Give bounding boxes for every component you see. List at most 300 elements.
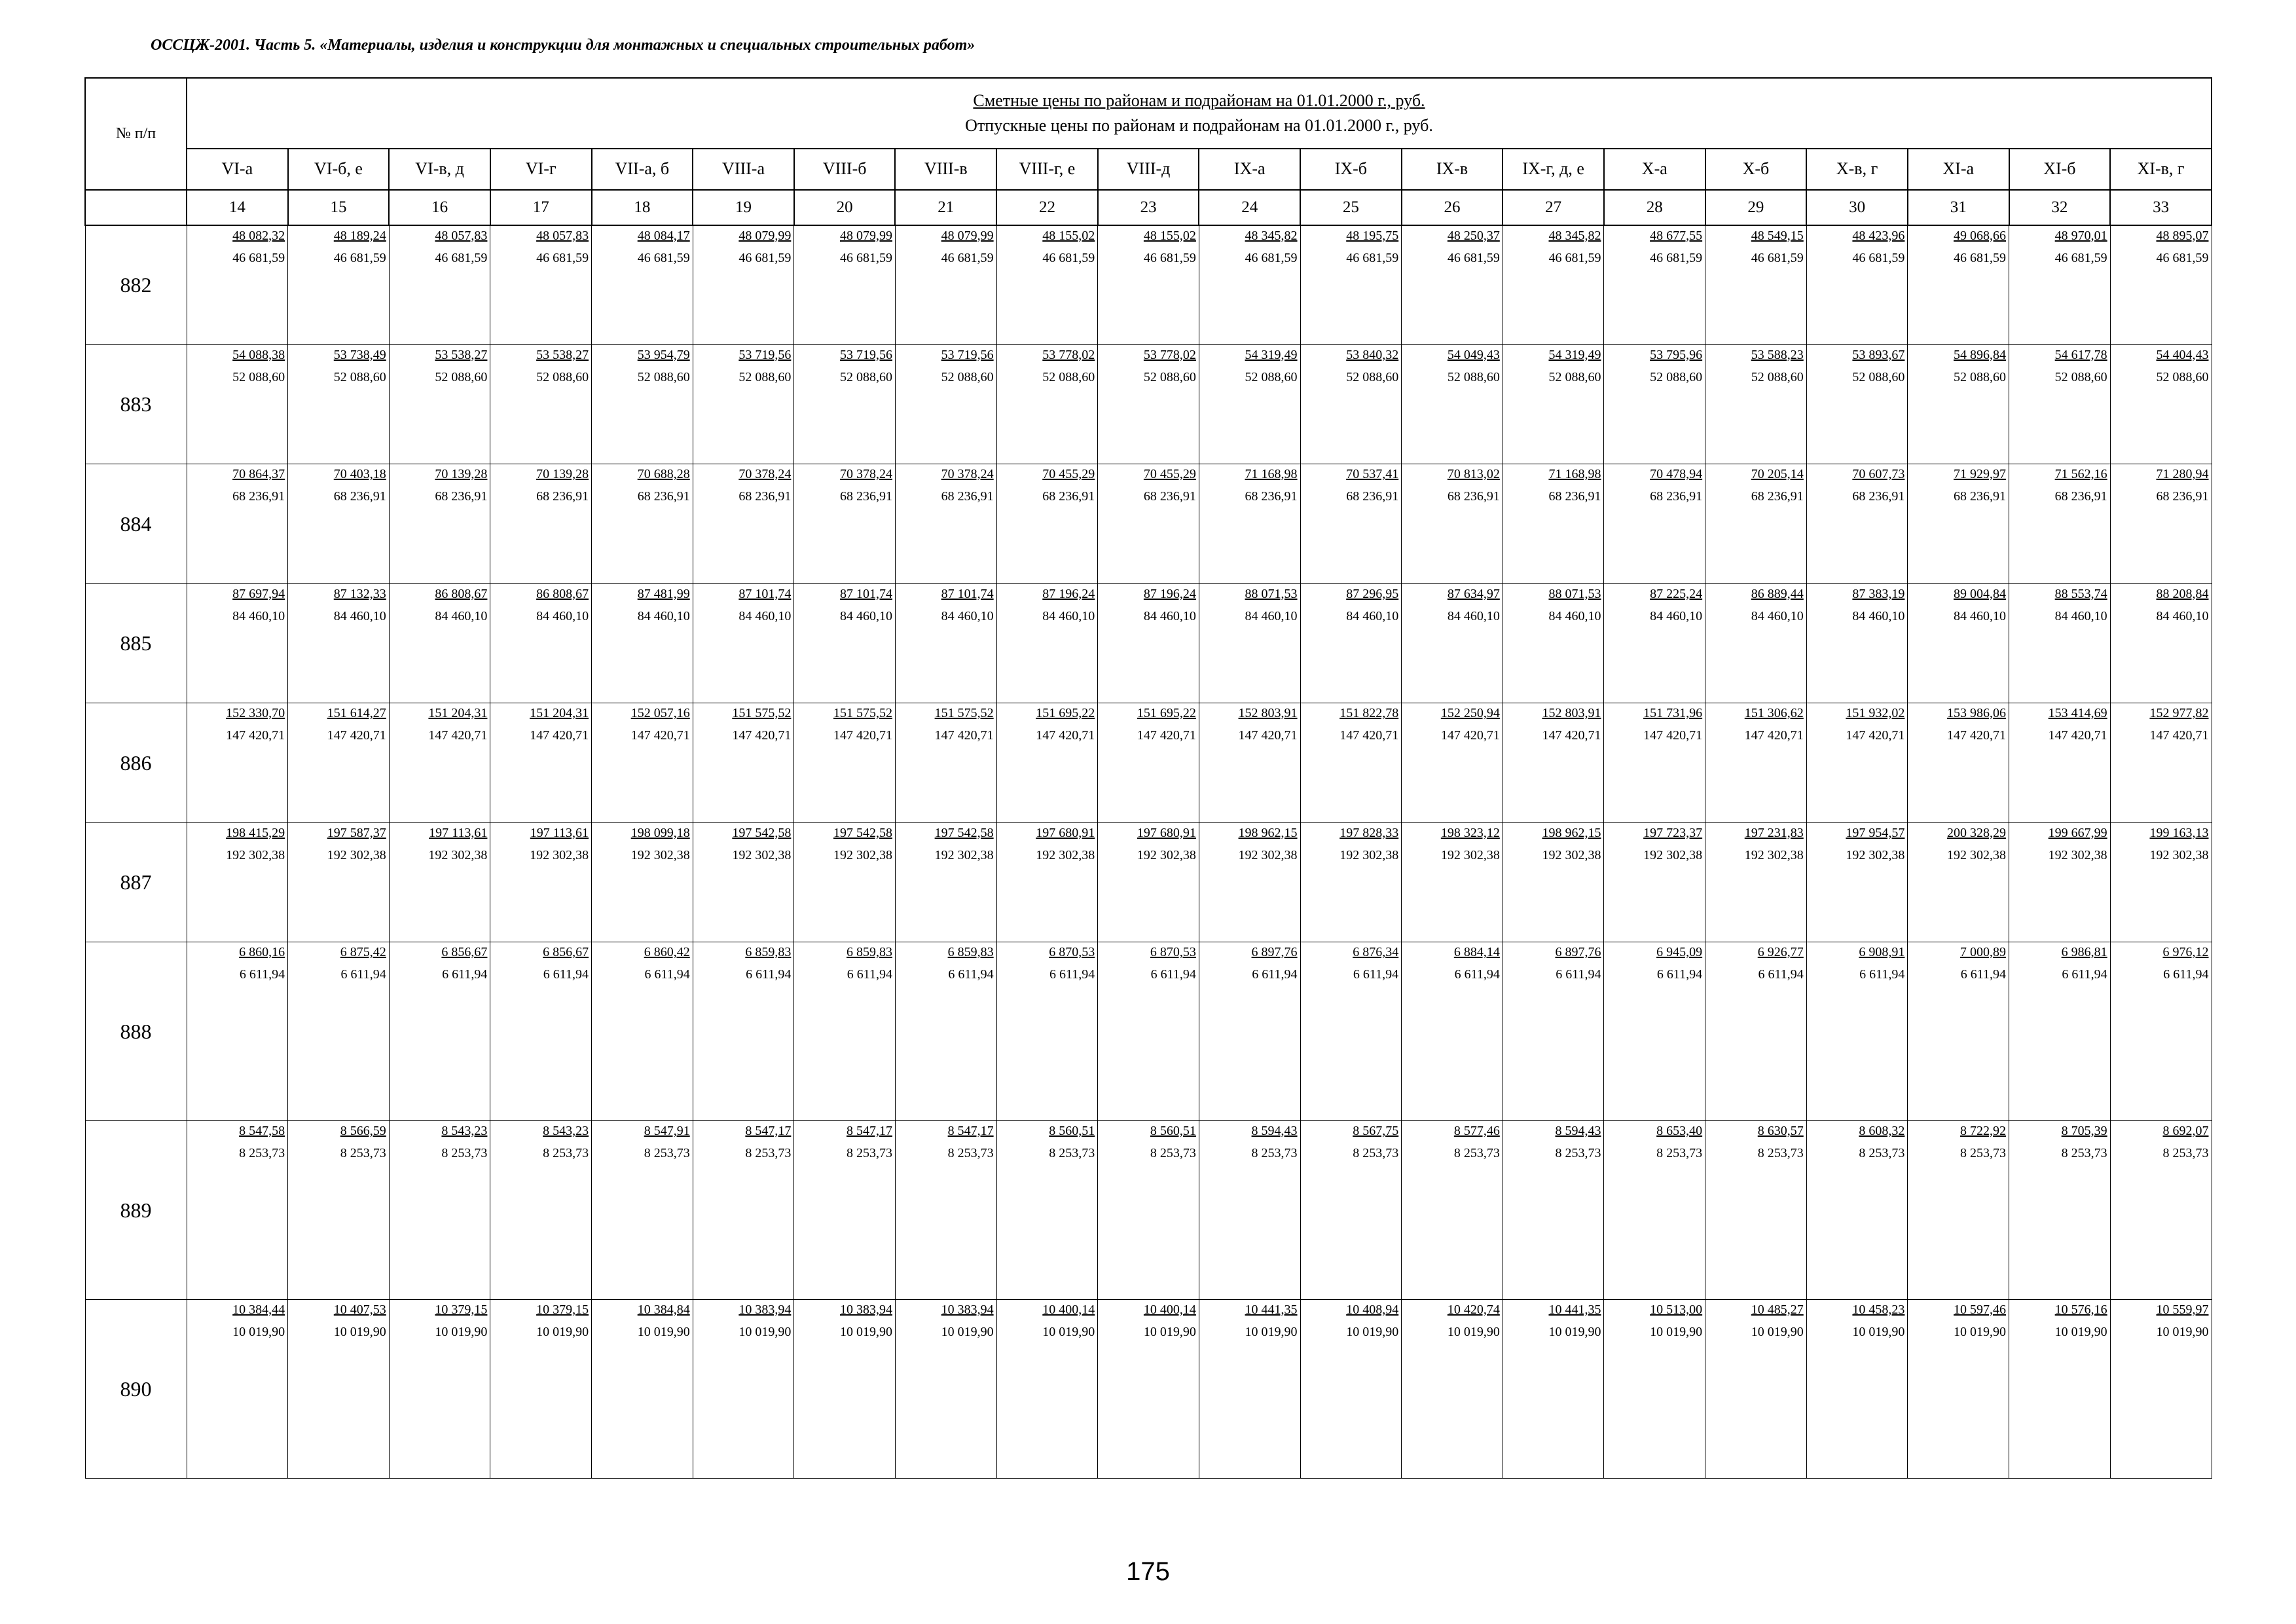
release-price: 52 088,60 xyxy=(839,369,892,384)
release-price: 6 611,94 xyxy=(2163,967,2209,982)
price-cell xyxy=(2110,1121,2212,1300)
release-price: 192 302,38 xyxy=(1238,847,1298,862)
estimate-price: 152 250,94 xyxy=(1440,706,1500,721)
estimate-price: 151 204,31 xyxy=(428,706,488,721)
column-number: 20 xyxy=(794,190,896,225)
estimate-price: 6 908,91 xyxy=(1859,945,1905,960)
price-cell xyxy=(996,344,1098,464)
release-price: 8 253,73 xyxy=(846,1146,892,1161)
release-price: 52 088,60 xyxy=(1548,369,1601,384)
price-cell xyxy=(1402,942,1503,1121)
row-number: 889 xyxy=(85,1121,187,1300)
column-number: 15 xyxy=(288,190,390,225)
release-price: 147 420,71 xyxy=(226,728,285,743)
estimate-price: 71 929,97 xyxy=(1954,467,2007,482)
release-price: 52 088,60 xyxy=(1650,369,1703,384)
column-number: 24 xyxy=(1199,190,1300,225)
estimate-price: 53 538,27 xyxy=(435,347,488,362)
estimate-price: 8 560,51 xyxy=(1150,1124,1196,1139)
estimate-price: 152 803,91 xyxy=(1542,706,1601,721)
price-cell xyxy=(895,225,996,345)
estimate-price: 10 384,84 xyxy=(637,1302,690,1318)
estimate-price: 198 962,15 xyxy=(1238,825,1298,840)
release-price: 8 253,73 xyxy=(2061,1146,2107,1161)
estimate-price: 8 705,39 xyxy=(2061,1124,2107,1139)
release-price: 68 236,91 xyxy=(536,489,589,504)
price-cell xyxy=(1908,1300,2009,1479)
price-cell xyxy=(1300,344,1402,464)
estimate-price: 88 208,84 xyxy=(2156,586,2209,601)
release-price: 10 019,90 xyxy=(1852,1325,1905,1340)
estimate-price: 199 163,13 xyxy=(2149,825,2209,840)
region-header-row xyxy=(85,149,2212,189)
release-price: 147 420,71 xyxy=(1542,728,1601,743)
price-cell xyxy=(2009,583,2111,703)
release-price: 68 236,91 xyxy=(941,489,994,504)
price-table xyxy=(84,77,2212,1479)
release-price: 10 019,90 xyxy=(536,1325,589,1340)
price-cell xyxy=(1199,822,1300,942)
estimate-price: 53 738,49 xyxy=(333,347,386,362)
release-price: 6 611,94 xyxy=(847,967,892,982)
release-price: 84 460,10 xyxy=(1447,608,1500,623)
price-cell xyxy=(1402,583,1503,703)
release-price: 192 302,38 xyxy=(1440,847,1500,862)
price-cell xyxy=(187,583,288,703)
release-price: 10 019,90 xyxy=(1650,1325,1703,1340)
release-price: 46 681,59 xyxy=(536,250,589,265)
release-price: 46 681,59 xyxy=(2156,250,2209,265)
estimate-price: 6 876,34 xyxy=(1353,945,1399,960)
release-price: 46 681,59 xyxy=(637,250,690,265)
price-cell xyxy=(490,225,592,345)
release-price: 8 253,73 xyxy=(947,1146,994,1161)
price-cell xyxy=(1908,225,2009,345)
price-cell xyxy=(288,703,390,823)
release-price: 8 253,73 xyxy=(1656,1146,1703,1161)
price-cell xyxy=(1806,225,1908,345)
estimate-price: 87 296,95 xyxy=(1346,586,1399,601)
estimate-price: 10 383,94 xyxy=(738,1302,792,1318)
price-cell xyxy=(794,703,896,823)
estimate-price: 6 986,81 xyxy=(2061,945,2107,960)
estimate-price: 10 597,46 xyxy=(1954,1302,2007,1318)
price-cell xyxy=(1806,344,1908,464)
price-cell xyxy=(592,344,693,464)
release-price: 52 088,60 xyxy=(1447,369,1500,384)
price-cell xyxy=(592,225,693,345)
estimate-price: 152 330,70 xyxy=(226,706,285,721)
column-number: 27 xyxy=(1503,190,1604,225)
estimate-price: 89 004,84 xyxy=(1954,586,2007,601)
price-cell xyxy=(895,464,996,584)
estimate-price: 6 870,53 xyxy=(1150,945,1196,960)
release-price: 6 611,94 xyxy=(543,967,589,982)
estimate-price: 70 403,18 xyxy=(333,467,386,482)
price-cell xyxy=(592,703,693,823)
estimate-price: 53 719,56 xyxy=(738,347,792,362)
release-price: 84 460,10 xyxy=(333,608,386,623)
price-cell xyxy=(996,583,1098,703)
price-cell xyxy=(1503,464,1604,584)
price-cell xyxy=(187,822,288,942)
price-cell xyxy=(2009,822,2111,942)
release-price: 192 302,38 xyxy=(428,847,488,862)
release-price: 84 460,10 xyxy=(1346,608,1399,623)
price-cell xyxy=(1908,942,2009,1121)
estimate-price: 197 542,58 xyxy=(732,825,792,840)
estimate-price: 53 778,02 xyxy=(1042,347,1095,362)
table-row xyxy=(85,1121,2212,1300)
estimate-price: 48 155,02 xyxy=(1143,228,1196,243)
price-cell xyxy=(1402,464,1503,584)
release-price: 46 681,59 xyxy=(1954,250,2007,265)
release-price: 10 019,90 xyxy=(738,1325,792,1340)
price-cell xyxy=(1300,583,1402,703)
release-price: 46 681,59 xyxy=(2054,250,2107,265)
estimate-price: 6 860,16 xyxy=(239,945,285,960)
estimate-price: 86 808,67 xyxy=(536,586,589,601)
release-price: 147 420,71 xyxy=(630,728,690,743)
release-price: 10 019,90 xyxy=(1143,1325,1196,1340)
estimate-price: 87 101,74 xyxy=(839,586,892,601)
region-header: X-в, г xyxy=(1806,149,1908,189)
page-number: 175 xyxy=(1126,1557,1170,1586)
release-price: 46 681,59 xyxy=(839,250,892,265)
estimate-price: 48 195,75 xyxy=(1346,228,1399,243)
release-price: 84 460,10 xyxy=(1954,608,2007,623)
release-price: 8 253,73 xyxy=(644,1146,690,1161)
estimate-price: 10 400,14 xyxy=(1143,1302,1196,1318)
estimate-price: 48 970,01 xyxy=(2054,228,2107,243)
row-number: 887 xyxy=(85,822,187,942)
price-cell xyxy=(1705,703,1807,823)
release-price: 147 420,71 xyxy=(1744,728,1804,743)
release-price: 84 460,10 xyxy=(2054,608,2107,623)
estimate-price: 151 614,27 xyxy=(327,706,386,721)
estimate-price: 88 553,74 xyxy=(2054,586,2107,601)
release-price: 84 460,10 xyxy=(1143,608,1196,623)
price-cell xyxy=(1300,703,1402,823)
estimate-price: 8 547,17 xyxy=(745,1124,792,1139)
estimate-price: 8 547,91 xyxy=(644,1124,690,1139)
release-price: 46 681,59 xyxy=(1346,250,1399,265)
release-price: 52 088,60 xyxy=(1751,369,1804,384)
release-price: 52 088,60 xyxy=(1245,369,1298,384)
release-price: 68 236,91 xyxy=(1548,489,1601,504)
release-price: 68 236,91 xyxy=(232,489,285,504)
table-row xyxy=(85,822,2212,942)
price-cell xyxy=(490,703,592,823)
release-price: 192 302,38 xyxy=(327,847,386,862)
release-price: 6 611,94 xyxy=(1049,967,1095,982)
estimate-price: 197 680,91 xyxy=(1137,825,1196,840)
price-cell xyxy=(389,822,490,942)
estimate-price: 8 543,23 xyxy=(441,1124,488,1139)
price-cell xyxy=(1806,703,1908,823)
price-cell xyxy=(1806,1300,1908,1479)
price-cell xyxy=(389,1300,490,1479)
estimate-price: 197 542,58 xyxy=(833,825,892,840)
price-cell xyxy=(2009,464,2111,584)
price-cell xyxy=(389,942,490,1121)
region-header: XI-б xyxy=(2009,149,2111,189)
column-number: 22 xyxy=(996,190,1098,225)
price-cell xyxy=(1705,822,1807,942)
release-price: 147 420,71 xyxy=(1947,728,2007,743)
price-cell xyxy=(1402,225,1503,345)
price-cell xyxy=(1300,464,1402,584)
release-price: 68 236,91 xyxy=(1447,489,1500,504)
estimate-price: 70 537,41 xyxy=(1346,467,1399,482)
region-header: X-а xyxy=(1604,149,1705,189)
column-number: 19 xyxy=(693,190,794,225)
price-cell xyxy=(1199,1300,1300,1479)
price-cell xyxy=(1199,344,1300,464)
estimate-price: 151 204,31 xyxy=(530,706,589,721)
estimate-price: 10 408,94 xyxy=(1346,1302,1399,1318)
estimate-price: 54 049,43 xyxy=(1447,347,1500,362)
estimate-price: 53 778,02 xyxy=(1143,347,1196,362)
price-cell xyxy=(187,942,288,1121)
release-price: 10 019,90 xyxy=(1548,1325,1601,1340)
estimate-price: 197 828,33 xyxy=(1339,825,1399,840)
price-cell xyxy=(2009,1121,2111,1300)
region-header: X-б xyxy=(1705,149,1807,189)
estimate-price: 88 071,53 xyxy=(1548,586,1601,601)
price-cell xyxy=(1402,344,1503,464)
release-price: 6 611,94 xyxy=(1960,967,2007,982)
release-price: 10 019,90 xyxy=(435,1325,488,1340)
price-cell xyxy=(592,942,693,1121)
estimate-price: 6 870,53 xyxy=(1049,945,1095,960)
release-price: 68 236,91 xyxy=(1042,489,1095,504)
estimate-price: 10 384,44 xyxy=(232,1302,285,1318)
price-cell xyxy=(996,703,1098,823)
estimate-price: 8 594,43 xyxy=(1251,1124,1298,1139)
release-price: 52 088,60 xyxy=(333,369,386,384)
estimate-price: 10 441,35 xyxy=(1245,1302,1298,1318)
price-cell xyxy=(1098,703,1199,823)
price-cell xyxy=(1199,942,1300,1121)
table-row xyxy=(85,464,2212,584)
column-number: 16 xyxy=(389,190,490,225)
estimate-price: 70 478,94 xyxy=(1650,467,1703,482)
column-number: 23 xyxy=(1098,190,1199,225)
release-price: 84 460,10 xyxy=(435,608,488,623)
price-cell xyxy=(1908,703,2009,823)
estimate-price: 153 986,06 xyxy=(1947,706,2007,721)
estimate-price: 48 345,82 xyxy=(1548,228,1601,243)
release-price: 192 302,38 xyxy=(833,847,892,862)
region-header: IX-в xyxy=(1402,149,1503,189)
estimate-price: 152 977,82 xyxy=(2149,706,2209,721)
estimate-price: 53 588,23 xyxy=(1751,347,1804,362)
release-price: 46 681,59 xyxy=(1548,250,1601,265)
release-price-title: Отпускные цены по районам и подрайонам на 01.01.2000 г., руб. xyxy=(965,116,1433,136)
release-price: 6 611,94 xyxy=(340,967,386,982)
release-price: 8 253,73 xyxy=(1757,1146,1804,1161)
region-header: VI-а xyxy=(187,149,288,189)
estimate-price: 10 379,15 xyxy=(435,1302,488,1318)
estimate-price-title: Сметные цены по районам и подрайонам на 01.01.2000 г., руб. xyxy=(973,91,1425,111)
estimate-price: 8 547,17 xyxy=(846,1124,892,1139)
release-price: 10 019,90 xyxy=(941,1325,994,1340)
estimate-price: 8 567,75 xyxy=(1353,1124,1399,1139)
estimate-price: 151 575,52 xyxy=(833,706,892,721)
release-price: 52 088,60 xyxy=(637,369,690,384)
price-cell xyxy=(1806,583,1908,703)
price-cell xyxy=(1503,703,1604,823)
release-price: 147 420,71 xyxy=(2149,728,2209,743)
row-number: 883 xyxy=(85,344,187,464)
estimate-price: 8 547,58 xyxy=(239,1124,285,1139)
price-cell xyxy=(592,464,693,584)
price-cell xyxy=(1705,1300,1807,1479)
price-cell xyxy=(389,225,490,345)
estimate-price: 71 280,94 xyxy=(2156,467,2209,482)
price-cell xyxy=(592,822,693,942)
estimate-price: 87 697,94 xyxy=(232,586,285,601)
release-price: 46 681,59 xyxy=(1650,250,1703,265)
price-title xyxy=(187,78,2212,149)
release-price: 6 611,94 xyxy=(1656,967,1703,982)
release-price: 10 019,90 xyxy=(333,1325,386,1340)
price-cell xyxy=(389,1121,490,1300)
release-price: 52 088,60 xyxy=(536,369,589,384)
release-price: 68 236,91 xyxy=(1852,489,1905,504)
region-header: VIII-в xyxy=(895,149,996,189)
estimate-price: 70 455,29 xyxy=(1143,467,1196,482)
row-number: 885 xyxy=(85,583,187,703)
release-price: 46 681,59 xyxy=(1042,250,1095,265)
price-cell xyxy=(1503,344,1604,464)
estimate-price: 70 378,24 xyxy=(839,467,892,482)
estimate-price: 87 634,97 xyxy=(1447,586,1500,601)
region-header: VIII-а xyxy=(693,149,794,189)
release-price: 6 611,94 xyxy=(239,967,285,982)
price-cell xyxy=(1300,942,1402,1121)
estimate-price: 6 976,12 xyxy=(2162,945,2209,960)
price-cell xyxy=(1300,225,1402,345)
price-cell xyxy=(1300,1121,1402,1300)
row-number-header: № п/п xyxy=(85,78,187,190)
price-cell xyxy=(288,225,390,345)
price-cell xyxy=(1098,344,1199,464)
row-number: 884 xyxy=(85,464,187,584)
release-price: 6 611,94 xyxy=(1454,967,1500,982)
release-price: 192 302,38 xyxy=(1339,847,1399,862)
estimate-price: 71 168,98 xyxy=(1245,467,1298,482)
price-cell xyxy=(288,1300,390,1479)
estimate-price: 71 168,98 xyxy=(1548,467,1601,482)
price-cell xyxy=(1098,942,1199,1121)
release-price: 68 236,91 xyxy=(738,489,792,504)
estimate-price: 87 196,24 xyxy=(1143,586,1196,601)
price-cell xyxy=(1705,464,1807,584)
price-cell xyxy=(794,583,896,703)
price-cell xyxy=(1806,822,1908,942)
price-cell xyxy=(794,1300,896,1479)
price-cell xyxy=(490,822,592,942)
release-price: 52 088,60 xyxy=(1954,369,2007,384)
price-cell xyxy=(1806,942,1908,1121)
column-number: 26 xyxy=(1402,190,1503,225)
release-price: 192 302,38 xyxy=(1036,847,1095,862)
price-cell xyxy=(1705,344,1807,464)
estimate-price: 151 822,78 xyxy=(1339,706,1399,721)
estimate-price: 53 538,27 xyxy=(536,347,589,362)
release-price: 46 681,59 xyxy=(1143,250,1196,265)
estimate-price: 87 225,24 xyxy=(1650,586,1703,601)
price-cell xyxy=(895,703,996,823)
estimate-price: 53 840,32 xyxy=(1346,347,1399,362)
release-price: 192 302,38 xyxy=(1846,847,1905,862)
price-cell xyxy=(187,1121,288,1300)
region-header: XI-в, г xyxy=(2110,149,2212,189)
estimate-price: 70 455,29 xyxy=(1042,467,1095,482)
release-price: 10 019,90 xyxy=(1042,1325,1095,1340)
estimate-price: 197 954,57 xyxy=(1846,825,1905,840)
column-number: 30 xyxy=(1806,190,1908,225)
estimate-price: 10 458,23 xyxy=(1852,1302,1905,1318)
price-cell xyxy=(1503,225,1604,345)
release-price: 8 253,73 xyxy=(543,1146,589,1161)
price-cell xyxy=(389,344,490,464)
price-cell xyxy=(1908,583,2009,703)
release-price: 84 460,10 xyxy=(738,608,792,623)
price-cell xyxy=(1503,822,1604,942)
region-header: VI-г xyxy=(490,149,592,189)
estimate-price: 10 420,74 xyxy=(1447,1302,1500,1318)
release-price: 147 420,71 xyxy=(1440,728,1500,743)
price-cell xyxy=(288,822,390,942)
price-cell xyxy=(794,942,896,1121)
price-cell xyxy=(895,344,996,464)
column-number: 33 xyxy=(2110,190,2212,225)
price-cell xyxy=(1199,225,1300,345)
release-price: 46 681,59 xyxy=(1245,250,1298,265)
release-price: 10 019,90 xyxy=(839,1325,892,1340)
estimate-price: 53 719,56 xyxy=(839,347,892,362)
estimate-price: 152 803,91 xyxy=(1238,706,1298,721)
estimate-price: 6 926,77 xyxy=(1757,945,1804,960)
estimate-price: 48 057,83 xyxy=(536,228,589,243)
estimate-price: 198 099,18 xyxy=(630,825,690,840)
release-price: 84 460,10 xyxy=(1852,608,1905,623)
price-cell xyxy=(1503,1121,1604,1300)
price-cell xyxy=(1402,1121,1503,1300)
release-price: 147 420,71 xyxy=(2048,728,2107,743)
release-price: 147 420,71 xyxy=(428,728,488,743)
column-number-row xyxy=(85,190,2212,225)
release-price: 84 460,10 xyxy=(1650,608,1703,623)
price-cell xyxy=(1908,464,2009,584)
release-price: 46 681,59 xyxy=(1852,250,1905,265)
estimate-price: 152 057,16 xyxy=(630,706,690,721)
price-cell xyxy=(1300,822,1402,942)
release-price: 52 088,60 xyxy=(1143,369,1196,384)
release-price: 52 088,60 xyxy=(435,369,488,384)
release-price: 84 460,10 xyxy=(1245,608,1298,623)
price-cell xyxy=(693,1300,794,1479)
price-cell xyxy=(996,822,1098,942)
estimate-price: 6 897,76 xyxy=(1251,945,1298,960)
price-cell xyxy=(389,464,490,584)
estimate-price: 151 575,52 xyxy=(934,706,994,721)
column-number-blank xyxy=(85,190,187,225)
price-cell xyxy=(389,703,490,823)
